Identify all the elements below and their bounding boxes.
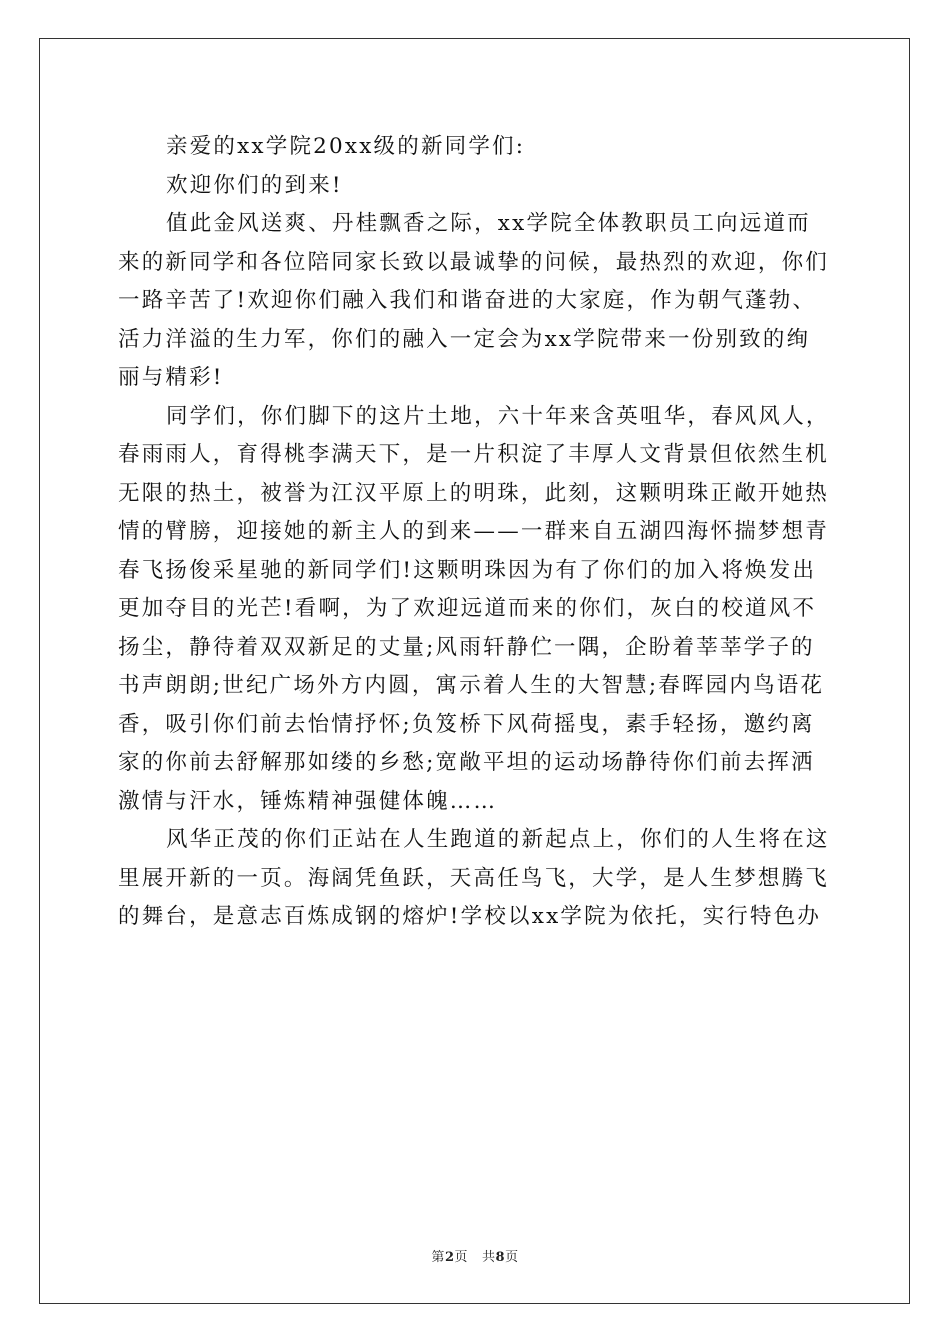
text-line: 无限的热土，被誉为江汉平原上的明珠，此刻，这颗明珠正敞开她热: [118, 480, 830, 506]
text-line: 家的你前去舒解那如缕的乡愁;宽敞平坦的运动场静待你们前去挥洒: [118, 750, 815, 775]
text-line: 风华正茂的你们正站在人生跑道的新起点上，你们的人生将在这: [166, 827, 830, 852]
text-line: 更加夺目的光芒!看啊，为了欢迎远道而来的你们，灰白的校道风不: [118, 596, 817, 621]
page-prefix: 第: [431, 1250, 445, 1265]
text-line: 丽与精彩!: [118, 365, 224, 390]
text-line: 一路辛苦了!欢迎你们融入我们和谐奋进的大家庭，作为朝气蓬勃、: [118, 288, 817, 313]
document-body: [118, 128, 833, 937]
text-line: 亲爱的xx学院20xx级的新同学们:: [166, 134, 526, 159]
text-line: 欢迎你们的到来!: [166, 172, 343, 198]
text-line: 活力洋溢的生力军，你们的融入一定会为xx学院带来一份别致的绚: [118, 326, 811, 352]
total-page-number: 8: [495, 1250, 506, 1265]
text-line: 值此金风送爽、丹桂飘香之际，xx学院全体教职员工向远道而: [166, 211, 811, 236]
text-line: 书声朗朗;世纪广场外方内圆，寓示着人生的大智慧;春晖园内鸟语花: [118, 673, 825, 698]
current-page-number: 2: [444, 1250, 455, 1265]
page-suffix: 页: [454, 1250, 468, 1265]
text-line: 香，吸引你们前去怡情抒怀;负笈桥下风荷摇曳，素手轻扬，邀约离: [118, 711, 815, 737]
text-line: 春飞扬俊采星驰的新同学们!这颗明珠因为有了你们的加入将焕发出: [118, 557, 817, 583]
text-line: 扬尘，静待着双双新足的丈量;风雨轩静伫一隅，企盼着莘莘学子的: [118, 634, 815, 660]
text-line: 同学们，你们脚下的这片土地，六十年来含英咀华，春风风人，: [166, 403, 830, 429]
text-line: 的舞台，是意志百炼成钢的熔炉!学校以xx学院为依托，实行特色办: [118, 904, 822, 929]
text-line: 里展开新的一页。海阔凭鱼跃，天高任鸟飞，大学，是人生梦想腾飞: [118, 865, 830, 891]
text-line: 春雨雨人，育得桃李满天下，是一片积淀了丰厚人文背景但依然生机: [118, 442, 830, 467]
text-line: 激情与汗水，锤炼精神强健体魄……: [118, 788, 498, 814]
text-line: 情的臂膀，迎接她的新主人的到来——一群来自五湖四海怀揣梦想青: [118, 519, 830, 544]
page-footer: [0, 1246, 950, 1265]
total-suffix: 页: [505, 1250, 519, 1265]
total-prefix: 共: [482, 1250, 496, 1265]
text-line: 来的新同学和各位陪同家长致以最诚挚的问候，最热烈的欢迎，你们: [118, 249, 830, 275]
